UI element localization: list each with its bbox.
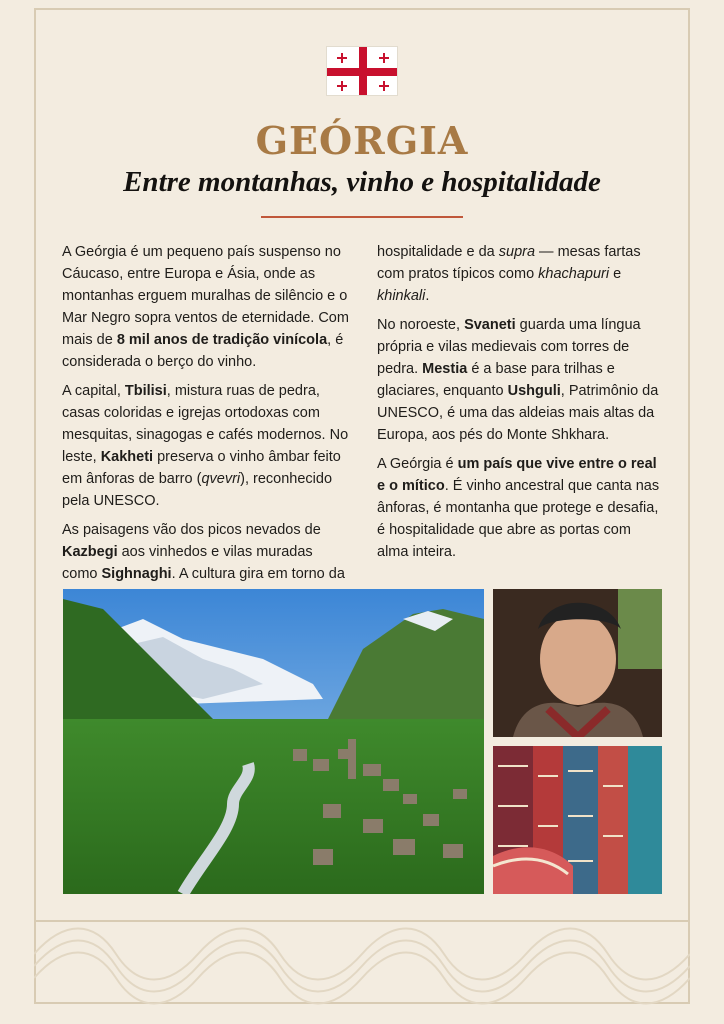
text-column-left [62, 241, 352, 592]
elderly-woman-portrait-photo [493, 589, 662, 737]
page-title: GEÓRGIA [255, 118, 469, 163]
georgia-flag-icon [326, 46, 398, 96]
page-subtitle: Entre montanhas, vinho e hospitalidade [123, 166, 601, 198]
mountain-village-photo [63, 589, 484, 894]
paragraph: A capital, Tbilisi, mistura ruas de pedra, casas coloridas e igrejas ortodoxas com mesquitas, sinagogas e cafés modernos. No leste, Kakheti preserva o vinho âmbar feito em ânforas de barro (qvevri), reconhecido pela UNESCO. [62, 383, 349, 509]
paragraph: A Geórgia é um pequeno país suspenso no Cáucaso, entre Europa e Ásia, onde as montanhas erguem muralhas de silêncio e o Mar Negro sopra ventos de eternidade. Com mais de 8 mil anos de tradição vinícola, é considerada o berço do vinho. [62, 244, 349, 370]
paragraph: A Geórgia é um país que vive entre o real e o mítico. É vinho ancestral que canta nas ânforas, é montanha que protege e desafia, é hospitalidade que abre as portas com alma inteira. [377, 456, 660, 560]
carpets-market-photo [493, 746, 662, 894]
ornamental-wave-pattern [34, 920, 690, 1004]
paragraph: No noroeste, Svaneti guarda uma língua própria e vilas medievais com torres de pedra. Mestia é a base para trilhas e glaciares, enquanto Ushguli, Patrimônio da UNESCO, é uma das aldeias mais altas da Europa, aos pés do Monte Shkhara. [377, 317, 659, 443]
text-column-right [377, 241, 663, 570]
paragraph: As paisagens vão dos picos nevados de Kazbegi aos vinhedos e vilas muradas como Sighnaghi. A cultura gira em torno da [62, 522, 345, 582]
paragraph: hospitalidade e da supra — mesas fartas com pratos típicos como khachapuri e khinkali. [377, 244, 641, 304]
title-divider [261, 216, 463, 218]
